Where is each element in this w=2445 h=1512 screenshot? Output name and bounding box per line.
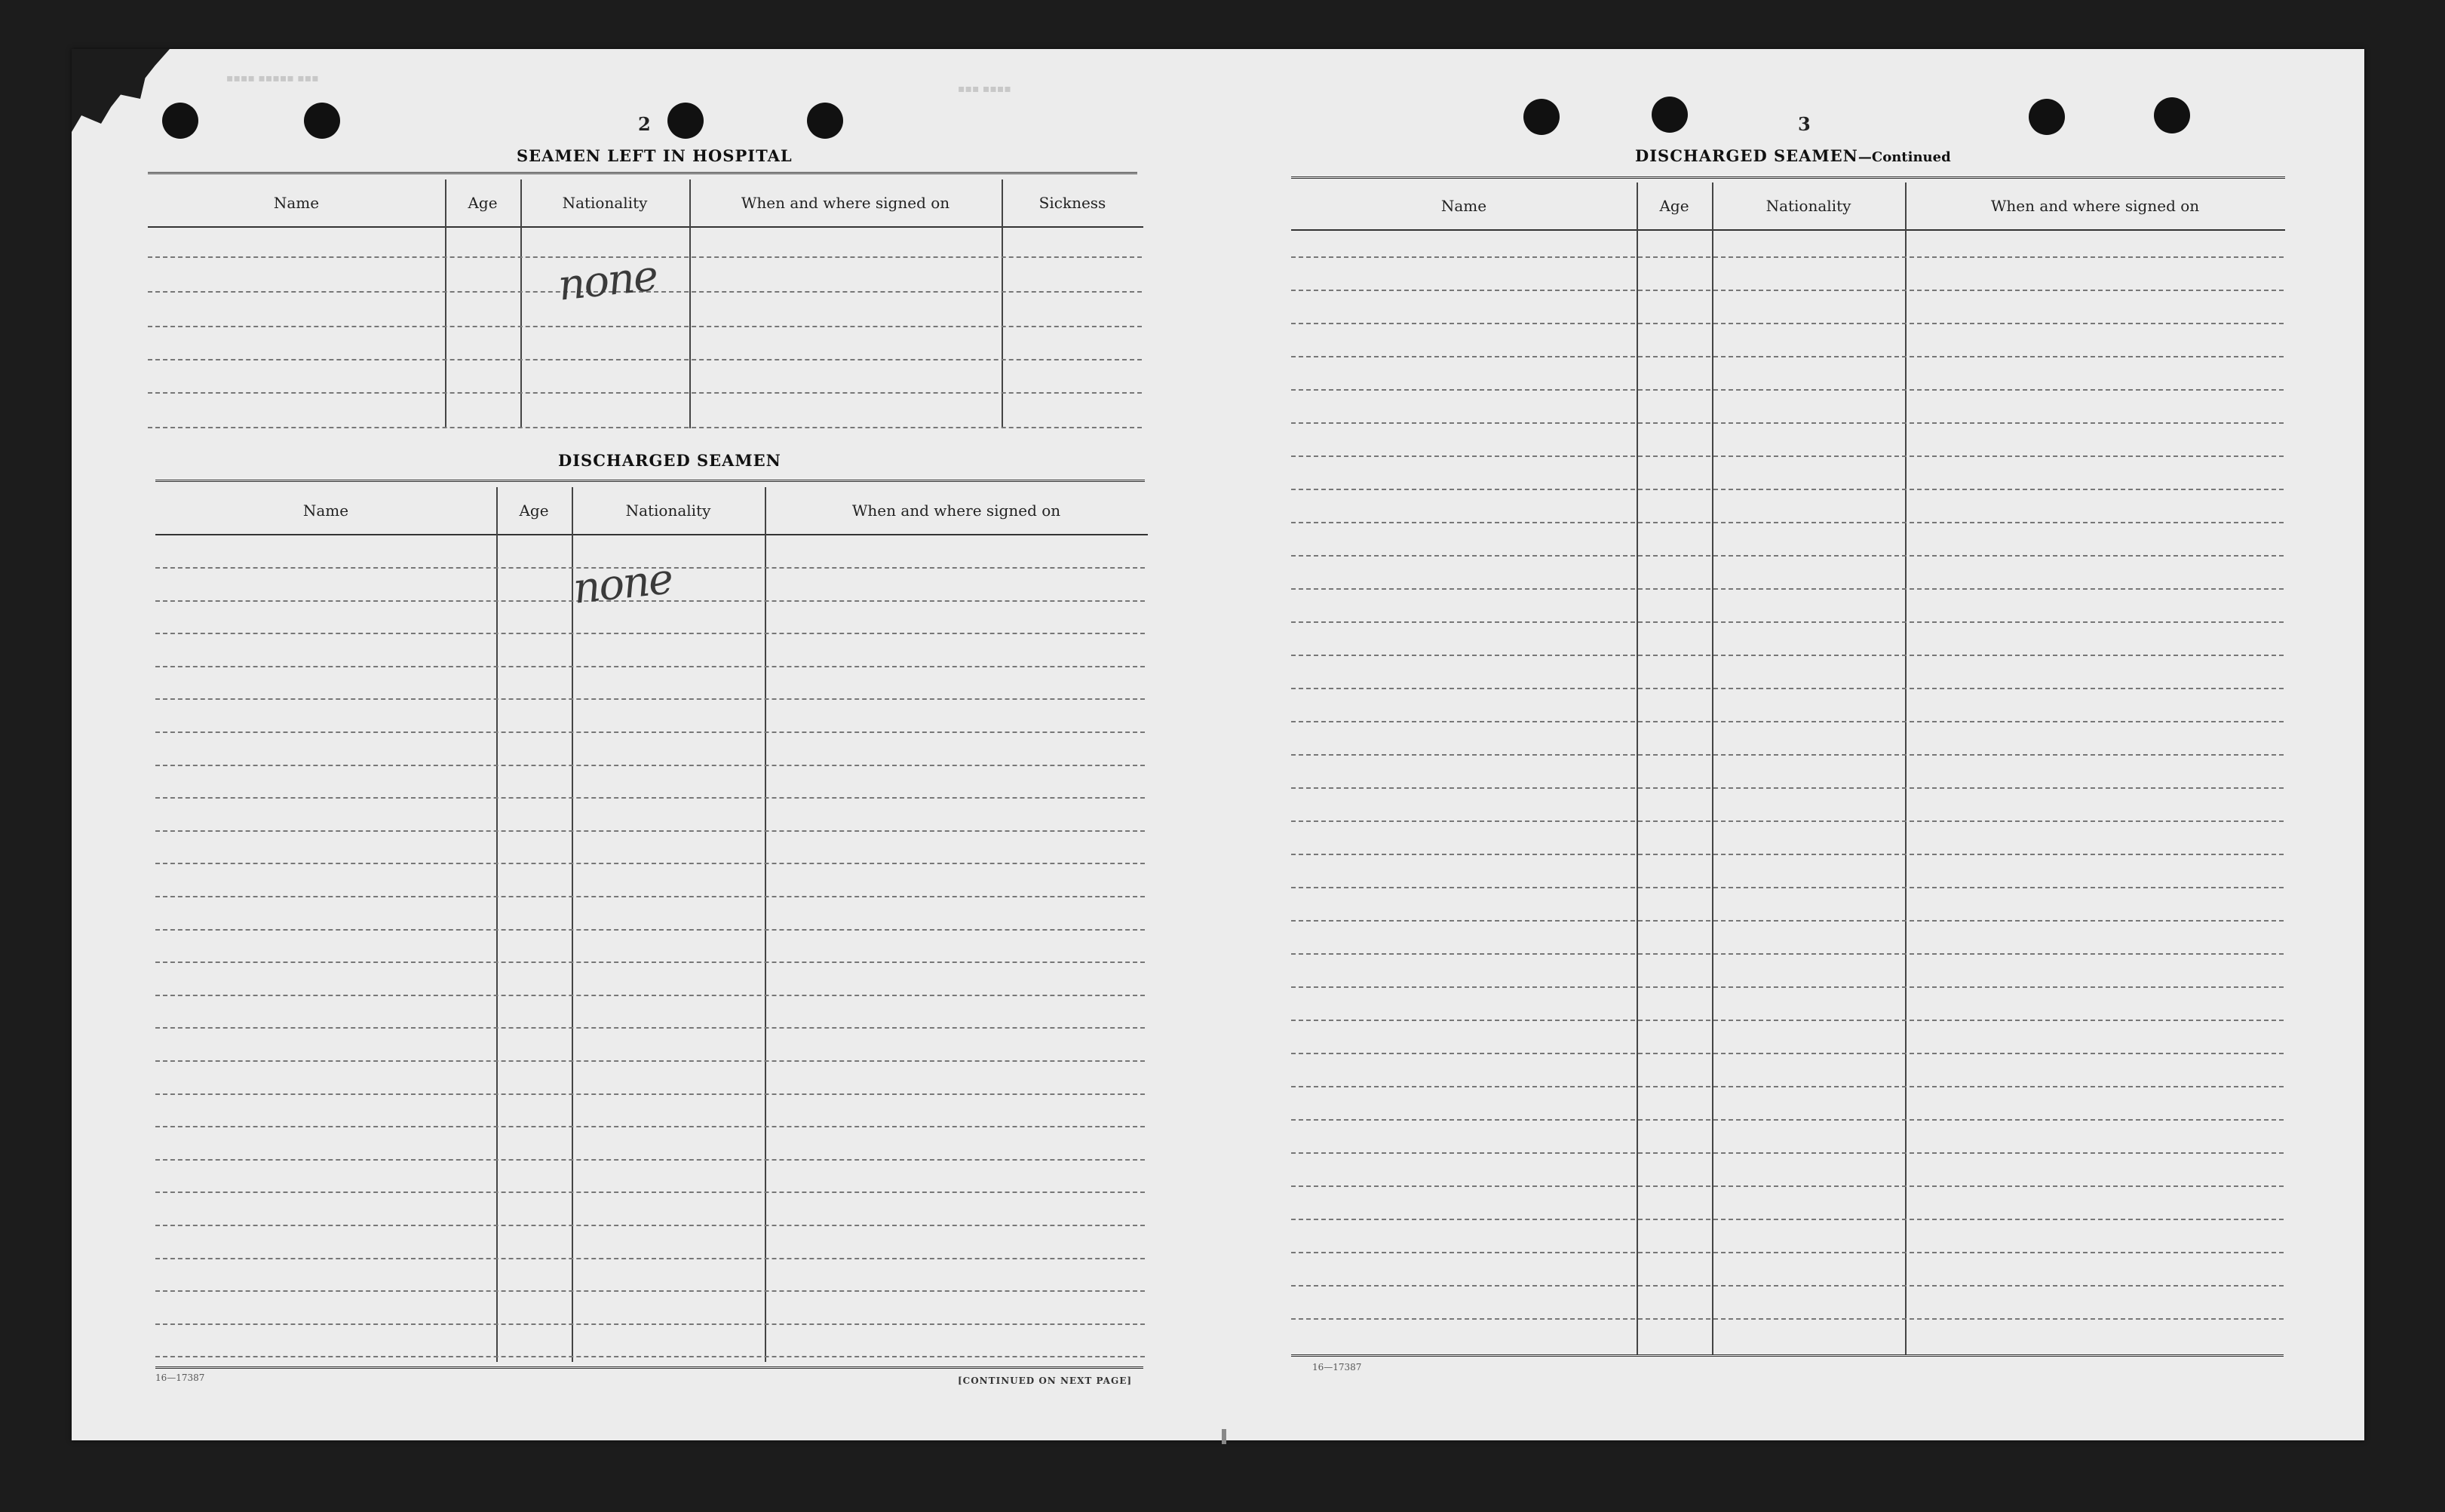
fold-mark [1222, 1429, 1226, 1444]
discharged-continued-header [1291, 182, 2285, 231]
table-row [155, 731, 1145, 733]
column-header-signed-on: When and where signed on [851, 501, 1061, 520]
table-row [155, 961, 1145, 963]
column-header-age: Age [468, 194, 498, 212]
table-row [1291, 256, 2284, 258]
table-bottom-rule [1291, 1354, 2284, 1357]
table-row [155, 929, 1145, 931]
column-header-signed-on: When and where signed on [741, 194, 950, 212]
column-header-nationality: Nationality [1765, 197, 1851, 215]
table-row [1291, 1152, 2284, 1154]
column-divider [1712, 182, 1713, 1354]
title-main: DISCHARGED SEAMEN [1635, 146, 1858, 165]
table-row [1291, 1053, 2284, 1054]
column-header-name: Name [302, 501, 349, 520]
column-header-sickness: Sickness [1038, 194, 1106, 212]
table-row [155, 1258, 1145, 1259]
table-row [155, 1093, 1145, 1095]
title-suffix: —Continued [1858, 149, 1951, 165]
table-row [1291, 422, 2284, 424]
column-divider [496, 487, 498, 1362]
column-header-name: Name [273, 194, 320, 212]
table-row [155, 1192, 1145, 1193]
table-row [1291, 1285, 2284, 1287]
table-row [155, 1159, 1145, 1161]
table-row [155, 863, 1145, 864]
table-row [1291, 1086, 2284, 1087]
table-row [155, 830, 1145, 832]
column-divider [689, 179, 691, 428]
column-header-age: Age [1659, 197, 1689, 215]
section-rule [148, 172, 1137, 174]
table-row [1291, 621, 2284, 623]
punch-hole [667, 103, 704, 139]
hospital-section-title: SEAMEN LEFT IN HOSPITAL [517, 146, 793, 165]
table-row [148, 359, 1142, 360]
table-row [1291, 290, 2284, 291]
table-row [155, 1290, 1145, 1292]
table-row [1291, 323, 2284, 324]
punch-hole [2029, 99, 2065, 135]
handwritten-none: none [570, 554, 675, 614]
table-bottom-rule [155, 1366, 1143, 1369]
punch-hole [304, 103, 340, 139]
column-divider [1002, 179, 1003, 428]
table-row [1291, 522, 2284, 523]
table-row [1291, 986, 2284, 988]
table-row [155, 1027, 1145, 1029]
hospital-table-header [148, 179, 1143, 228]
table-row [148, 326, 1142, 327]
table-row [1291, 887, 2284, 888]
column-divider [1905, 182, 1907, 1354]
discharged-section-title: DISCHARGED SEAMEN [558, 451, 781, 470]
table-row [155, 1060, 1145, 1062]
column-header-age: Age [519, 501, 549, 520]
table-row [1291, 721, 2284, 722]
table-row [1291, 820, 2284, 822]
table-row [155, 896, 1145, 897]
table-row [155, 1225, 1145, 1226]
table-row [155, 995, 1145, 996]
table-row [155, 698, 1145, 700]
punch-hole [807, 103, 843, 139]
page-number-left: 2 [638, 113, 651, 135]
section-rule [155, 480, 1145, 482]
bleed-through-mark: ▪▪▪▪ ▪▪▪▪▪ ▪▪▪ [226, 72, 319, 84]
table-row [1291, 1318, 2284, 1320]
table-row [155, 633, 1145, 634]
form-number-left: 16—17387 [155, 1372, 205, 1383]
bleed-through-mark: ▪▪▪ ▪▪▪▪ [958, 83, 1011, 95]
table-row [155, 1323, 1145, 1325]
continued-note: [CONTINUED ON NEXT PAGE] [958, 1376, 1133, 1386]
discharged-continued-title [1635, 146, 1951, 165]
table-row [1291, 854, 2284, 855]
punch-hole [2154, 97, 2190, 133]
column-divider [765, 487, 766, 1362]
page-number-right: 3 [1798, 113, 1811, 135]
table-row [155, 1126, 1145, 1127]
column-header-signed-on: When and where signed on [1990, 197, 2200, 215]
table-row [155, 666, 1145, 667]
table-row [1291, 1252, 2284, 1253]
column-divider [1637, 182, 1638, 1354]
table-row [1291, 588, 2284, 590]
discharged-table-header [155, 487, 1148, 535]
table-row [1291, 1119, 2284, 1121]
table-row [155, 797, 1145, 799]
table-row [1291, 356, 2284, 357]
table-row [1291, 389, 2284, 391]
table-row [155, 1356, 1145, 1357]
handwritten-none: none [555, 251, 660, 311]
table-row [1291, 1020, 2284, 1021]
table-row [155, 765, 1145, 766]
table-row [1291, 489, 2284, 490]
punch-hole [162, 103, 198, 139]
section-rule [1291, 176, 2285, 179]
table-row [1291, 655, 2284, 656]
table-row [1291, 920, 2284, 922]
table-row [1291, 1219, 2284, 1220]
column-header-nationality: Nationality [625, 501, 711, 520]
table-row [1291, 455, 2284, 457]
table-row [1291, 688, 2284, 689]
column-divider [445, 179, 446, 428]
table-row [1291, 953, 2284, 955]
table-row [148, 392, 1142, 394]
column-divider [572, 487, 573, 1362]
table-row [1291, 787, 2284, 789]
form-number-right: 16—17387 [1312, 1362, 1362, 1372]
table-row [1291, 555, 2284, 557]
column-divider [520, 179, 522, 428]
punch-hole [1652, 97, 1688, 133]
column-header-nationality: Nationality [562, 194, 648, 212]
table-row [1291, 1185, 2284, 1187]
table-row [1291, 754, 2284, 756]
punch-hole [1523, 99, 1560, 135]
table-row [148, 427, 1142, 428]
column-header-name: Name [1440, 197, 1487, 215]
